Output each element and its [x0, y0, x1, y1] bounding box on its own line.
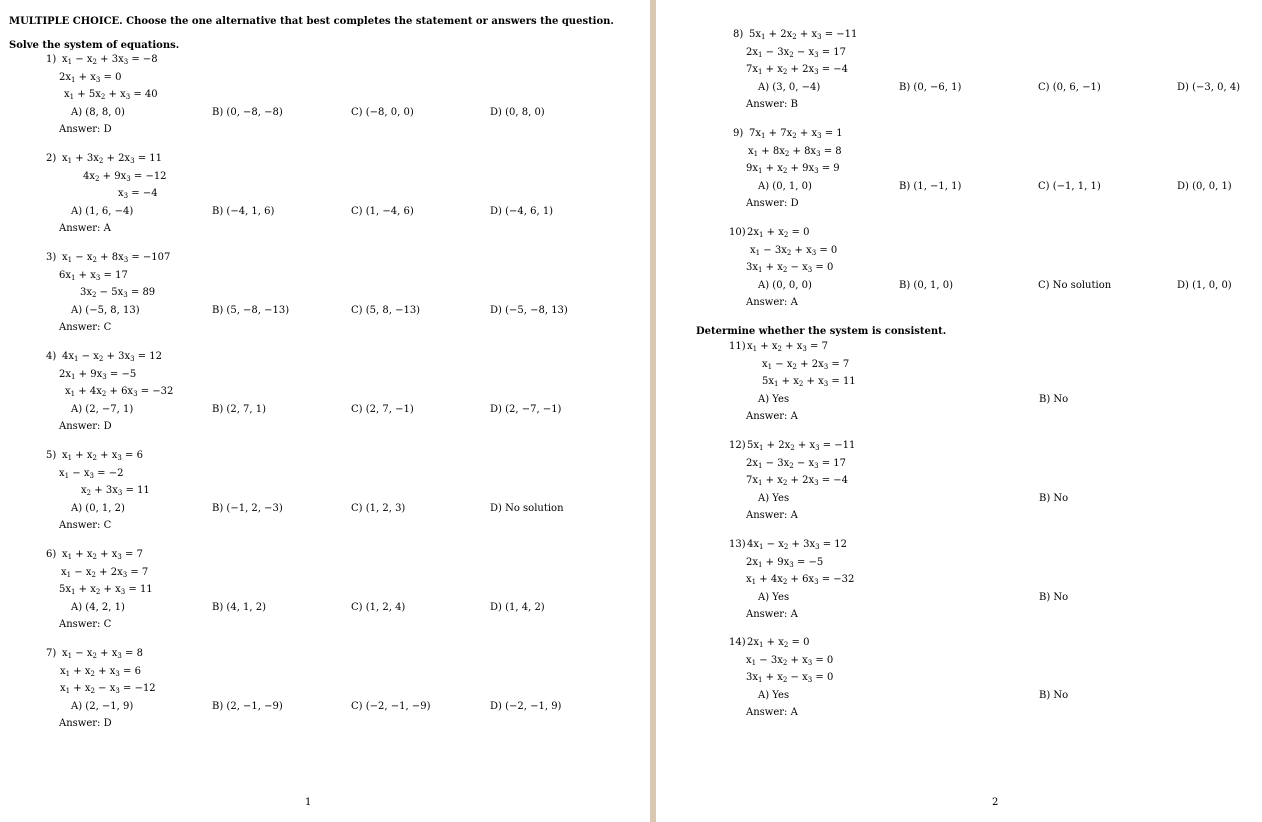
- equation-line: $x_1 + 8x_2 + 8x_3 = 8$: [748, 145, 842, 158]
- equation-line: $x_3 = -4$: [118, 188, 158, 200]
- answer-choice: D) (0, 8, 0): [490, 107, 545, 118]
- answer-choice: D) (−2, −1, 9): [490, 701, 562, 712]
- section-heading: Determine whether the system is consistent.: [696, 326, 947, 337]
- answer-key: Answer: A: [746, 297, 798, 308]
- answer-choice: A) (2, −1, 9): [71, 701, 134, 712]
- equation-line: $4x_2 + 9x_3 = -12$: [83, 170, 167, 183]
- answer-choice: A) (0, 0, 0): [758, 280, 812, 291]
- question-number: 11): [729, 341, 746, 352]
- answer-key: Answer: C: [59, 322, 112, 333]
- answer-key: Answer: A: [59, 223, 111, 234]
- question-number: 7): [46, 648, 57, 659]
- equation-line: $2x_1 + x_3 = 0$: [59, 71, 122, 84]
- equation-line: $x_1 + 4x_2 + 6x_3 = -32$: [65, 386, 174, 398]
- equation-line: $4x_1 - x_2 + 3x_3 = 12$: [62, 351, 163, 363]
- answer-choice: B) No: [1039, 394, 1069, 405]
- question-number: 10): [729, 227, 746, 238]
- answer-key: Answer: A: [746, 510, 798, 521]
- equation-line: $2x_1 + 9x_3 = -5$: [59, 368, 137, 381]
- answer-choice: A) (0, 1, 0): [758, 181, 812, 192]
- instructions: MULTIPLE CHOICE. Choose the one alternative that best completes the statement or answers the question.: [9, 16, 614, 27]
- answer-choice: B) (4, 1, 2): [212, 602, 267, 613]
- equation-line: $x_1 + x_2 + x_3 = 6$: [60, 665, 141, 678]
- question-number: 8): [733, 29, 744, 40]
- answer-choice: C) (1, 2, 3): [351, 503, 406, 514]
- answer-key: Answer: D: [59, 421, 112, 432]
- question-number: 12): [729, 440, 746, 451]
- answer-choice: B) (0, 1, 0): [899, 280, 954, 291]
- answer-key: Answer: A: [746, 707, 798, 718]
- equation-line: $7x_1 + x_2 + 2x_3 = -4$: [746, 64, 849, 76]
- answer-choice: D) (0, 0, 1): [1177, 181, 1232, 192]
- equation-line: $2x_1 + 9x_3 = -5$: [746, 556, 824, 569]
- equation-line: $2x_1 - 3x_2 - x_3 = 17$: [746, 46, 847, 59]
- equation-line: $3x_1 + x_2 - x_3 = 0$: [746, 262, 834, 274]
- answer-choice: A) (2, −7, 1): [71, 404, 134, 415]
- answer-choice: D) No solution: [490, 503, 564, 514]
- answer-choice: C) (0, 6, −1): [1038, 82, 1101, 93]
- answer-choice: A) Yes: [758, 690, 790, 701]
- equation-line: $x_1 + 4x_2 + 6x_3 = -32$: [746, 574, 855, 586]
- answer-choice: B) (−4, 1, 6): [212, 206, 275, 217]
- question-number: 9): [733, 128, 744, 139]
- answer-key: Answer: D: [746, 198, 799, 209]
- equation-line: $5x_1 + 2x_2 + x_3 = -11$: [749, 29, 858, 41]
- equation-line: $7x_1 + x_2 + 2x_3 = -4$: [746, 475, 849, 487]
- answer-choice: A) Yes: [758, 493, 790, 504]
- answer-choice: A) Yes: [758, 394, 790, 405]
- answer-choice: A) (4, 2, 1): [71, 602, 125, 613]
- answer-choice: B) No: [1039, 493, 1069, 504]
- equation-line: $x_1 - x_2 + 2x_3 = 7$: [61, 566, 149, 579]
- answer-key: Answer: D: [59, 718, 112, 729]
- equation-line: $6x_1 + x_3 = 17$: [59, 269, 128, 282]
- page-2: [656, 0, 1262, 822]
- answer-choice: C) (1, −4, 6): [351, 206, 414, 217]
- question-number: 14): [729, 637, 746, 648]
- equation-line: $x_1 - 3x_2 + x_3 = 0$: [746, 654, 834, 667]
- equation-line: $x_1 + 5x_2 + x_3 = 40$: [64, 89, 158, 101]
- answer-choice: D) (−3, 0, 4): [1177, 82, 1241, 93]
- question-number: 6): [46, 549, 57, 560]
- equation-line: $2x_1 + x_2 = 0$: [747, 637, 810, 649]
- equation-line: $2x_1 - 3x_2 - x_3 = 17$: [746, 457, 847, 470]
- answer-choice: C) (1, 2, 4): [351, 602, 406, 613]
- equation-line: $x_1 - x_2 + x_3 = 8$: [62, 648, 143, 660]
- answer-choice: B) No: [1039, 690, 1069, 701]
- answer-choice: C) (2, 7, −1): [351, 404, 414, 415]
- answer-choice: B) No: [1039, 592, 1069, 603]
- section-heading: Solve the system of equations.: [9, 40, 180, 51]
- equation-line: $2x_1 + x_2 = 0$: [747, 227, 810, 239]
- answer-choice: B) (1, −1, 1): [899, 181, 962, 192]
- answer-choice: C) (5, 8, −13): [351, 305, 421, 316]
- page-number: 1: [305, 797, 312, 808]
- equation-line: $x_1 + x_2 + x_3 = 7$: [747, 341, 828, 353]
- answer-choice: A) (0, 1, 2): [71, 503, 125, 514]
- equation-line: $5x_1 + 2x_2 + x_3 = -11$: [747, 440, 856, 452]
- answer-choice: A) Yes: [758, 592, 790, 603]
- answer-key: Answer: C: [59, 520, 112, 531]
- equation-line: $9x_1 + x_2 + 9x_3 = 9$: [746, 163, 840, 175]
- equation-line: $x_1 + x_2 - x_3 = -12$: [60, 683, 156, 695]
- answer-choice: A) (3, 0, −4): [758, 82, 821, 93]
- answer-choice: C) No solution: [1038, 280, 1112, 291]
- answer-key: Answer: B: [746, 99, 798, 110]
- answer-key: Answer: A: [746, 609, 798, 620]
- question-number: 2): [46, 153, 57, 164]
- equation-line: $5x_1 + x_2 + x_3 = 11$: [762, 376, 856, 388]
- answer-choice: C) (−8, 0, 0): [351, 107, 414, 118]
- answer-choice: B) (−1, 2, −3): [212, 503, 283, 514]
- answer-choice: B) (2, −1, −9): [212, 701, 283, 712]
- question-number: 5): [46, 450, 57, 461]
- question-number: 13): [729, 539, 746, 550]
- answer-key: Answer: A: [746, 411, 798, 422]
- equation-line: $x_1 + x_2 + x_3 = 6$: [62, 450, 143, 462]
- answer-choice: D) (1, 0, 0): [1177, 280, 1232, 291]
- equation-line: $x_1 + x_2 + x_3 = 7$: [62, 549, 143, 561]
- answer-choice: A) (1, 6, −4): [71, 206, 134, 217]
- answer-choice: B) (2, 7, 1): [212, 404, 267, 415]
- answer-choice: D) (−4, 6, 1): [490, 206, 554, 217]
- answer-key: Answer: D: [59, 124, 112, 135]
- equation-line: $4x_1 - x_2 + 3x_3 = 12$: [747, 539, 848, 551]
- page-number: 2: [992, 797, 999, 808]
- answer-choice: D) (−5, −8, 13): [490, 305, 568, 316]
- equation-line: $3x_2 - 5x_3 = 89$: [80, 287, 156, 299]
- answer-choice: B) (0, −6, 1): [899, 82, 962, 93]
- equation-line: $x_1 - x_2 + 8x_3 = -107$: [62, 252, 171, 264]
- equation-line: $x_1 + 3x_2 + 2x_3 = 11$: [62, 153, 163, 165]
- equation-line: $5x_1 + x_2 + x_3 = 11$: [59, 584, 153, 596]
- equation-line: $x_1 - 3x_2 + x_3 = 0$: [750, 244, 838, 257]
- equation-line: $7x_1 + 7x_2 + x_3 = 1$: [749, 128, 843, 140]
- question-number: 4): [46, 351, 57, 362]
- answer-choice: B) (5, −8, −13): [212, 305, 290, 316]
- equation-line: $x_1 - x_2 + 3x_3 = -8$: [62, 54, 158, 66]
- equation-line: $3x_1 + x_2 - x_3 = 0$: [746, 672, 834, 684]
- answer-choice: C) (−2, −1, −9): [351, 701, 431, 712]
- answer-choice: D) (2, −7, −1): [490, 404, 562, 415]
- answer-choice: B) (0, −8, −8): [212, 107, 283, 118]
- answer-choice: A) (8, 8, 0): [71, 107, 125, 118]
- equation-line: $x_2 + 3x_3 = 11$: [81, 485, 150, 497]
- question-number: 3): [46, 252, 57, 263]
- answer-choice: D) (1, 4, 2): [490, 602, 545, 613]
- question-number: 1): [46, 54, 57, 65]
- answer-key: Answer: C: [59, 619, 112, 630]
- answer-choice: A) (−5, 8, 13): [71, 305, 140, 316]
- answer-choice: C) (−1, 1, 1): [1038, 181, 1101, 192]
- equation-line: $x_1 - x_2 + 2x_3 = 7$: [762, 358, 850, 371]
- equation-line: $x_1 - x_3 = -2$: [59, 467, 124, 480]
